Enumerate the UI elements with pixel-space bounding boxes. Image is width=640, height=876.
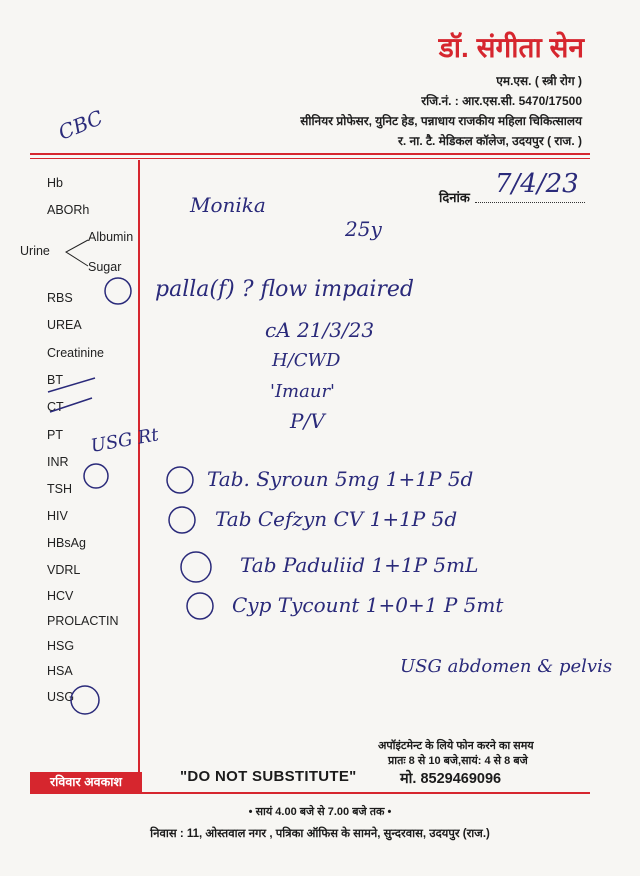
hw-usg-line: USG abdomen & pelvis — [400, 656, 613, 677]
test-vdrl: VDRL — [47, 563, 81, 577]
doctor-name: डॉ. संगीता सेन — [438, 32, 584, 63]
hw-rx1: Tab. Syroun 5mg 1+1P 5d — [207, 467, 474, 491]
hw-circle-rx3 — [181, 552, 211, 582]
doctor-designation: सीनियर प्रोफेसर, युनिट हेड, पन्नाधाय राजकीय महिला चिकित्सालय — [300, 114, 582, 128]
hw-circle-rx2 — [169, 507, 195, 533]
hw-rx2: Tab Cefzyn CV 1+1P 5d — [215, 507, 458, 531]
test-albumin: Albumin — [88, 230, 134, 244]
test-usg: USG — [47, 690, 75, 704]
test-hiv: HIV — [47, 509, 68, 523]
hw-line-imaur: 'Imaur' — [270, 381, 336, 402]
test-aborh: ABORh — [47, 203, 90, 217]
doctor-college: र. ना. टै. मेडिकल कॉलेज, उदयपुर ( राज. ) — [397, 134, 582, 148]
hw-line-pv: P/V — [290, 409, 325, 433]
mobile-number: मो. 8529469096 — [400, 771, 502, 787]
test-bt: BT — [47, 373, 63, 387]
sunday-off-badge: रविवार अवकाश — [30, 772, 142, 792]
hw-cbc: CBC — [54, 105, 107, 145]
evening-hours: • सायं 4.00 बजे से 7.00 बजे तक • — [248, 806, 392, 818]
test-urine: Urine — [20, 244, 50, 258]
test-hb: Hb — [47, 176, 63, 190]
residence-address: निवास : 11, ओस्तवाल नगर , पत्रिका ऑफिस के सामने, सुन्दरवास, उदयपुर (राज.) — [150, 828, 490, 840]
test-hsg: HSG — [47, 639, 75, 653]
hw-patient-age: 25y — [345, 217, 382, 241]
test-sugar: Sugar — [88, 260, 122, 274]
test-rbs: RBS — [47, 291, 73, 305]
date-label: दिनांक — [439, 190, 470, 205]
doctor-registration: रजि.नं. : आर.एस.सी. 5470/17500 — [421, 94, 582, 108]
hw-date: 7/4/23 — [495, 169, 579, 199]
test-ct: CT — [47, 400, 64, 414]
test-prolactin: PROLACTIN — [47, 614, 119, 628]
test-pt: PT — [47, 428, 63, 442]
hw-circle-usg — [71, 686, 99, 714]
hw-ct-strike — [50, 398, 92, 412]
test-tsh: TSH — [47, 482, 72, 496]
do-not-substitute: "DO NOT SUBSTITUTE" — [180, 768, 357, 785]
hw-patient-name: Monika — [190, 193, 266, 217]
hw-circle-rbs — [105, 278, 131, 304]
hw-rx4: Cyp Tycount 1+0+1 P 5mt — [232, 593, 504, 617]
test-hsa: HSA — [47, 664, 73, 678]
test-inr: INR — [47, 455, 69, 469]
doctor-qualification: एम.एस. ( स्त्री रोग ) — [496, 74, 582, 88]
hw-complaint: palla(f) ? flow impaired — [155, 277, 414, 302]
hw-usg-note: USG Rt — [89, 424, 161, 457]
hw-rx3: Tab Paduliid 1+1P 5mL — [240, 553, 479, 577]
hw-circle-inr — [84, 464, 108, 488]
test-creatinine: Creatinine — [47, 346, 104, 360]
appointment-hours: प्रातः 8 से 10 बजे,सायं: 4 से 8 बजे — [388, 755, 528, 767]
hw-line-cA: cA 21/3/23 — [265, 318, 375, 342]
hw-circle-rx1 — [167, 467, 193, 493]
hw-circle-rx4 — [187, 593, 213, 619]
test-urea: UREA — [47, 318, 82, 332]
hw-bt-strike — [48, 378, 95, 392]
hw-line-hcwd: H/CWD — [272, 350, 341, 371]
test-hcv: HCV — [47, 589, 74, 603]
appointment-heading: अपॉइंटमेन्ट के लिये फोन करने का समय — [378, 740, 534, 752]
test-hbsag: HBsAg — [47, 536, 86, 550]
